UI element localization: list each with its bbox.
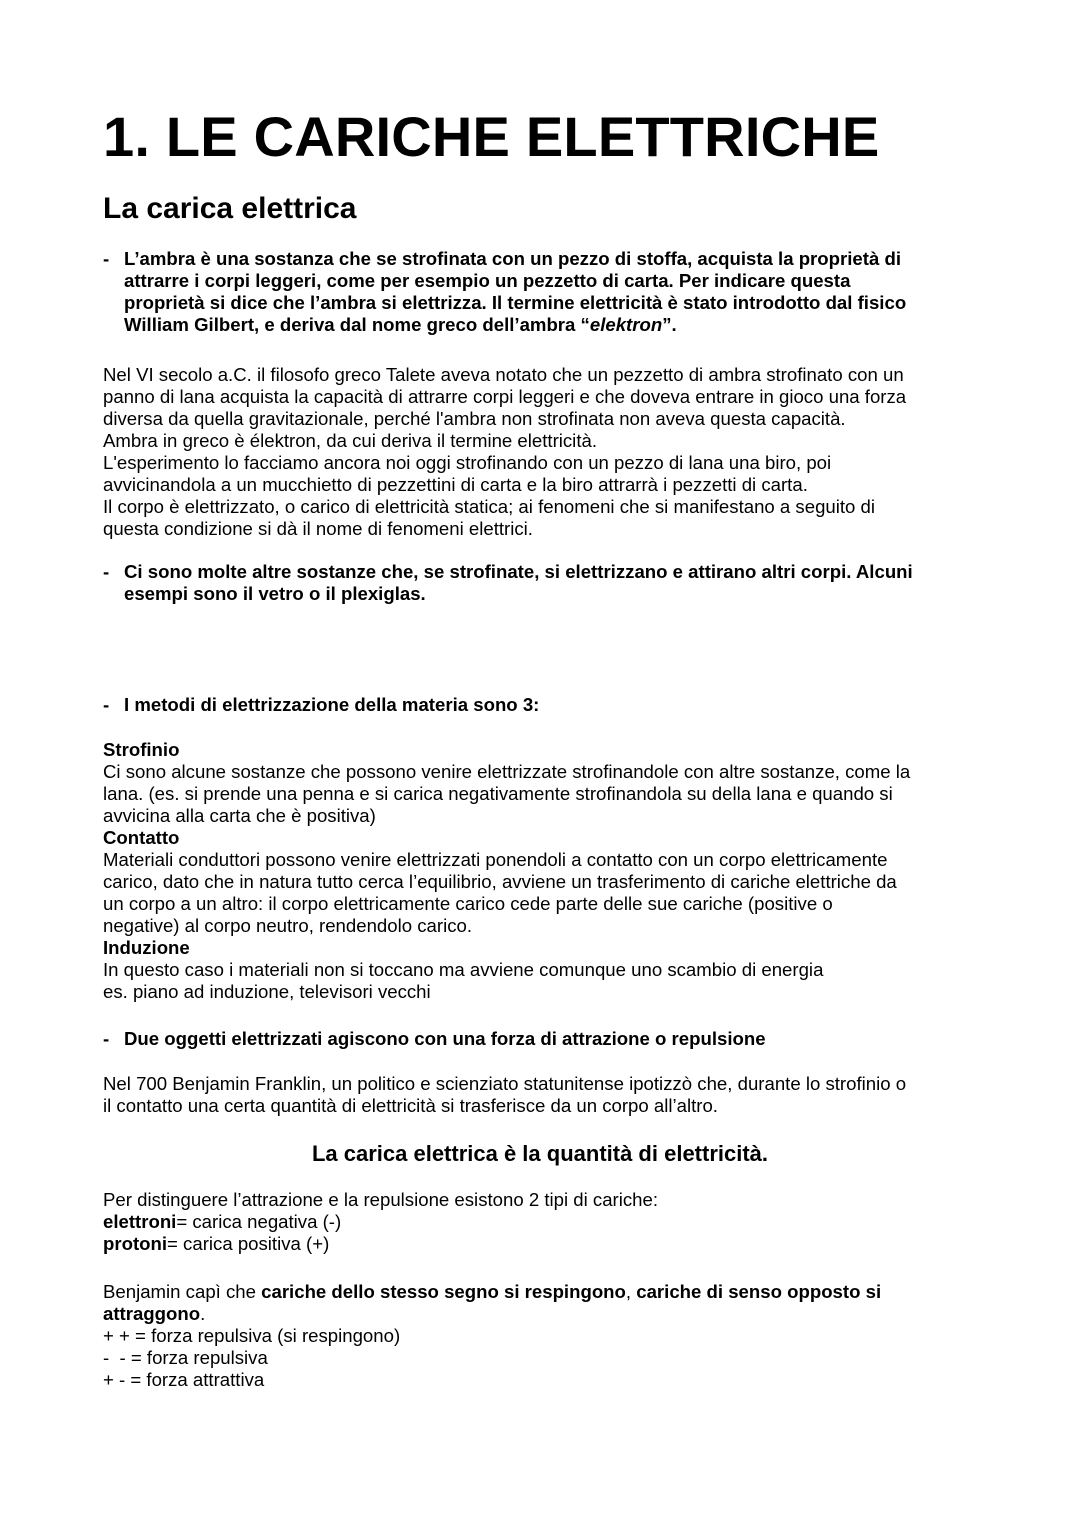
text-line: Il corpo è elettrizzato, o carico di elettricità statica; ai fenomeni che si manifestano a seguito di — [103, 496, 876, 517]
text-line: questa condizione si dà il nome di fenomeni elettrici. — [103, 518, 533, 539]
protons-value: = carica positiva (+) — [167, 1233, 330, 1254]
interaction-bullet — [103, 1028, 983, 1050]
text-line: Ci sono alcune sostanze che possono venire elettrizzate strofinandole con altre sostanze, come la — [103, 761, 911, 782]
text-line: proprietà si dice che l’ambra si elettrizza. Il termine elettricità è stato introdotto dal fisico — [124, 292, 907, 313]
protons-label: protoni — [103, 1233, 168, 1254]
method-heading-induzione: Induzione — [103, 937, 190, 958]
franklin-paragraph — [103, 1073, 983, 1117]
intro-bullet-text — [124, 248, 984, 336]
electrons-value: = carica negativa (-) — [176, 1211, 342, 1232]
text-fragment: ”. — [662, 314, 677, 335]
force-line: + - = forza attrattiva — [103, 1369, 265, 1390]
text-line: lana. (es. si prende una penna e si carica negativamente strofinandola su della lana e quando si — [103, 783, 893, 804]
text-line: negative) al corpo neutro, rendendolo carico. — [103, 915, 473, 936]
intro-bullet — [103, 248, 983, 340]
charge-definition: La carica elettrica è la quantità di elettricità. — [311, 1141, 769, 1166]
text-line: I metodi di elettrizzazione della materia sono 3: — [124, 694, 540, 715]
bullet-dash: - — [103, 1028, 110, 1049]
methods-title — [124, 694, 984, 716]
italic-term: elektron — [589, 314, 663, 335]
text-line: L'esperimento lo facciamo ancora noi oggi strofinando con un pezzo di lana una biro, poi — [103, 452, 832, 473]
section-title: La carica elettrica — [103, 192, 357, 225]
text-fragment: . — [200, 1303, 206, 1324]
method-heading-contatto: Contatto — [103, 827, 180, 848]
force-line: + + = forza repulsiva (si respingono) — [103, 1325, 401, 1346]
text-line: avvicina alla carta che è positiva) — [103, 805, 376, 826]
text-line: Ambra in greco è élektron, da cui deriva il termine elettricità. — [103, 430, 597, 451]
text-line: carico, dato che in natura tutto cerca l’equilibrio, avviene un trasferimento di cariche elettriche da — [103, 871, 897, 892]
text-line: Due oggetti elettrizzati agiscono con una forza di attrazione o repulsione — [124, 1028, 766, 1049]
interaction-text — [124, 1028, 984, 1050]
history-paragraph — [103, 364, 983, 540]
text-line — [124, 314, 984, 336]
charge-types — [103, 1189, 983, 1255]
text-line: Per distinguere l’attrazione e la repulsione esistono 2 tipi di cariche: — [103, 1189, 659, 1210]
text-fragment: William Gilbert, e deriva dal nome greco dell’ambra “ — [124, 314, 590, 335]
other-substances-text — [124, 561, 984, 605]
electrons-label: elettroni — [103, 1211, 177, 1232]
electrons-line — [103, 1211, 983, 1233]
force-line: - - = forza repulsiva — [103, 1347, 268, 1368]
text-line — [103, 1303, 983, 1325]
text-line: esempi sono il vetro o il plexiglas. — [124, 583, 426, 604]
rule-opposite-sign-end: attraggono — [103, 1303, 201, 1324]
page-title: 1. LE CARICHE ELETTRICHE — [103, 105, 880, 168]
method-heading-strofinio: Strofinio — [103, 739, 180, 760]
text-line: avvicinandola a un mucchietto di pezzettini di carta e la biro attrarrà i pezzetti di carta. — [103, 474, 808, 495]
bullet-dash: - — [103, 561, 110, 582]
text-line: il contatto una certa quantità di elettricità si trasferisce da un corpo all’altro. — [103, 1095, 718, 1116]
rule-opposite-sign: cariche di senso opposto si — [636, 1281, 882, 1302]
text-line — [103, 1281, 983, 1303]
bullet-dash: - — [103, 248, 110, 269]
methods-detail — [103, 739, 983, 1003]
text-line: In questo caso i materiali non si toccano ma avviene comunque uno scambio di energia — [103, 959, 824, 980]
rule-same-sign: cariche dello stesso segno si respingono — [261, 1281, 626, 1302]
text-line: Nel 700 Benjamin Franklin, un politico e scienziato statunitense ipotizzò che, durante lo strofinio o — [103, 1073, 907, 1094]
text-line: diversa da quella gravitazionale, perché l'ambra non strofinata non aveva questa capacità. — [103, 408, 846, 429]
text-line: Ci sono molte altre sostanze che, se strofinate, si elettrizzano e attirano altri corpi. Alcuni — [124, 561, 913, 582]
bullet-dash: - — [103, 694, 110, 715]
text-fragment: , — [625, 1281, 637, 1302]
text-line: Nel VI secolo a.C. il filosofo greco Talete aveva notato che un pezzetto di ambra strofinato con un — [103, 364, 904, 385]
text-line: un corpo a un altro: il corpo elettricamente carico cede parte delle sue cariche (positive o — [103, 893, 833, 914]
charge-rule — [103, 1281, 983, 1391]
text-line: es. piano ad induzione, televisori vecchi — [103, 981, 431, 1002]
text-fragment: Benjamin capì che — [103, 1281, 262, 1302]
other-substances-bullet — [103, 561, 983, 607]
text-line: L’ambra è una sostanza che se strofinata con un pezzo di stoffa, acquista la proprietà di — [124, 248, 901, 269]
methods-bullet — [103, 694, 983, 716]
protons-line — [103, 1233, 983, 1255]
text-line: panno di lana acquista la capacità di attrarre corpi leggeri e che doveva entrare in gioco una forza — [103, 386, 907, 407]
text-line: Materiali conduttori possono venire elettrizzati ponendoli a contatto con un corpo elettricamente — [103, 849, 888, 870]
text-line: attrarre i corpi leggeri, come per esempio un pezzetto di carta. Per indicare questa — [124, 270, 851, 291]
